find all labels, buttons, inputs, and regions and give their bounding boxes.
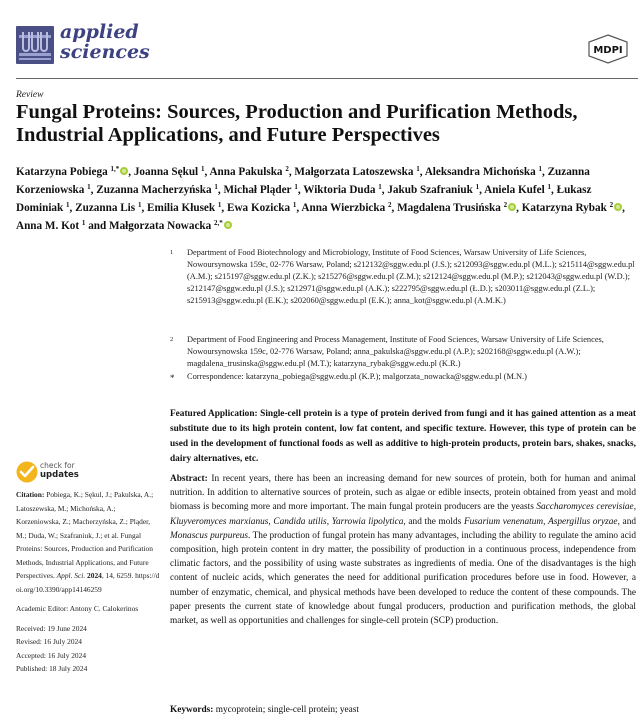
date-revised [16,635,160,649]
academic-editor [16,602,160,616]
author-name: Anna Wierzbicka [301,202,389,214]
journal-name-line2: sciences [60,41,150,63]
featured-application-label: Featured Application: [170,409,258,419]
affiliation-1 [170,247,636,307]
author-affiliation-marker: 1 [292,201,297,209]
check-for-updates-line2: updates [40,470,79,480]
author-affiliation-marker: 2 [388,201,392,209]
author-name: Jakub Szafraniuk [387,184,476,196]
publisher-name: MDPI [593,45,623,56]
academic-editor-name: Antony C. Calokerinos [69,604,139,613]
author-name: Joanna Sękul [133,166,201,178]
author-name: Katarzyna Rybak [521,202,610,214]
date-published [16,662,160,676]
date-accepted [16,649,160,663]
date-value: 16 July 2024 [47,650,87,660]
author-name: Aleksandra Michońska [424,166,539,178]
author-name: Magdalena Trusińska [397,202,504,214]
separator: , and [617,516,636,527]
species-name: Fusarium venenatum [463,516,544,527]
author-affiliation-marker: 2,* [214,219,223,227]
author-affiliation-marker: 1 [87,183,91,191]
orcid-icon[interactable] [224,221,232,229]
date-label: Accepted: [16,650,46,660]
author-affiliation-marker: 1 [217,201,222,209]
separator: , and the molds [403,516,464,527]
species-name: Yarrowia lipolytica [331,516,404,527]
affiliation-number: 1 [170,249,174,256]
correspondence-marker: * [170,373,175,383]
separator: , [326,516,332,527]
separator: , [633,502,637,513]
author-affiliation-marker: 1 [214,183,218,191]
title-line2: Industrial Applications, and Future Perspectives [16,124,440,146]
abstract-label: Abstract: [170,474,208,484]
date-received [16,622,160,636]
species-name: Aspergillus oryzae [548,516,618,527]
keywords-label: Keywords: [170,705,214,715]
author-name: Małgorzata Latoszewska [294,166,417,178]
author-name: Łukasz Dominiak [16,184,592,214]
author-name: Ewa Kozicka [227,202,293,214]
featured-application [170,407,636,467]
affiliation-text: Department of Food Biotechnology and Microbiology, Institute of Food Sciences, Warsaw University of Life Sciences, Nowoursynowska 159c, 02-776 Warsaw, Poland; s212132@sggw.edu.pl (J.S.); s212093@sggw.edu.pl (M.L.); s215114@sggw.edu.pl (A.M.); s215197@sggw.edu.pl (Z.K.); s215276@sggw.edu.pl (Z.M.); s212124@sggw.edu.pl (M.P.); s212043@sggw.edu.pl (W.D.); s212147@sggw.edu.pl (J.S.); s212971@sggw.edu.pl (A.K.); s222795@sggw.edu.pl (Ł.D.); s203011@sggw.edu.pl (Z.L.); s215913@sggw.edu.pl (E.K.); s202060@sggw.edu.pl (E.K.); anna_kot@sggw.edu.pl (A.M.K.) [187,248,635,305]
author-affiliation-marker: 1,* [110,165,120,173]
author-list: Katarzyna Pobiega $^{1,*}$ , Joanna Sękul $^1$, Anna Pakulska $^2$, Małgorzata Latoszewska $^1$, Aleksandra Michońska $^1$, Zuzanna Korzeniowska $^1$, Zuzanna Macherzyńska $^1$, Michał Pląder $^1$, Wiktoria Duda $^1$, Jakub Szafraniuk $^1$, Aniela Kufel $^1$, Łukasz Dominiak $^1$, Zuzanna Lis $^1$, Emilia Kłusek $^1$, Ewa Kozicka $^1$, Anna Wierzbicka $^2$, Magdalena Trusińska $^2$ , Katarzyna Rybak $^2$ , Anna M. Kot $^1$ and Małgorzata Nowacka $^{2,*}$ [16,165,625,232]
abstract-text-part2: . The production of fungal protein has many advantages, including the ability to regulate the amino acid composition, high protein content in dry matter, the possibility of production in a continuous process, independence from climatic factors, and the possibility of using waste substrates as ingredients of media. One of the disadvantages is the high content of nucleic acids, which generates the need for additional purification procedures before use in food. However, a number of enzymatic, chemical, and physical methods have been developed to reduce the content of these compounds. The paper presents the current state of knowledge about fungal producers, production and purification methods, the global market, as well as opportunities and challenges for single-cell protein (SCP) production. [170,530,636,627]
abstract-text-part1: In recent years, there has been an increasing demand for new sources of protein, both for human and animal nutrition. In addition to alternative sources of protein, such as algae or edible insects, protein obtained from yeast and mold biomass is becoming more and more important. The main fungal protein producers are the yeasts [170,474,636,513]
author-name: Zuzanna Korzeniowska [16,166,590,196]
author-name: Aniela Kufel [484,184,548,196]
publication-dates [16,622,160,676]
check-for-updates-button[interactable] [16,461,160,483]
orcid-icon[interactable] [508,203,516,211]
author-affiliation-marker: 1 [378,183,382,191]
author-name: Anna Pakulska [209,166,286,178]
date-label: Revised: [16,637,42,646]
citation-label: Citation: [16,490,45,499]
author-affiliation-marker: 1 [416,165,420,173]
author-affiliation-marker: 1 [137,201,142,209]
citation-doi-link[interactable]: https://doi.org/10.3390/app14146259 [16,571,160,594]
correspondence [170,371,636,383]
article-type: Review [16,90,44,100]
author-name: Zuzanna Macherzyńska [96,184,215,196]
correspondence-text: Correspondence: katarzyna_pobiega@sggw.edu.pl (K.P.); malgorzata_nowacka@sggw.edu.pl (M.N.) [187,372,527,381]
author-affiliation-marker: 1 [547,183,552,191]
citation [16,488,160,596]
journal-header [16,21,636,78]
test-tubes-icon [16,26,54,64]
author-affiliation-marker: 1 [66,201,70,209]
check-for-updates-line1: check for [40,461,75,470]
abstract [170,472,636,628]
species-name: Monascus purpureus [170,530,249,541]
author-name: Zuzanna Lis [75,202,138,214]
author-affiliation-marker: 2 [503,201,508,209]
author-affiliation-marker: 2 [285,165,289,173]
author-affiliation-marker: 1 [294,183,298,191]
orcid-icon[interactable] [614,203,622,211]
author-affiliation-marker: 1 [200,165,205,173]
author-name: Emilia Kłusek [147,202,218,214]
author-name: Anna M. Kot [16,220,82,232]
author-name: Michał Pląder [223,184,295,196]
article-title [16,101,636,147]
affiliation-text: Department of Food Engineering and Process Management, Institute of Food Sciences, Warsaw University of Life Sciences, Nowoursynowska 159c, 02-776 Warsaw, Poland; anna_pakulska@sggw.edu.pl (A.P.); s202168@sggw.edu.pl (A.W.); magdalena_trusinska@sggw.edu.pl (M.T.); katarzyna_rybak@sggw.edu.pl (K.R.) [187,335,604,368]
separator: , [543,516,549,527]
author-name: Małgorzata Nowacka [109,220,215,232]
date-value: 19 June 2024 [47,623,87,633]
date-label: Published: [16,664,48,673]
citation-journal: Appl. Sci. [56,571,86,580]
orcid-icon[interactable] [120,167,128,175]
date-value: 18 July 2024 [49,664,88,673]
header-divider [16,78,638,79]
featured-application-text: Single-cell protein is a type of protein derived from fungi and it has gained attention as a meat substitute due to its high protein content, low fat content, and specific texture. However, this type of protein can be used in the development of functional foods as well as additive to high-protein products, protein bars, shakes, snacks, dairy alternatives, etc. [170,409,636,464]
species-name: Saccharomyces cerevisiae [536,502,634,513]
mdpi-logo [586,34,630,64]
citation-text: Pobiega, K.; Sękul, J.; Pakulska, A.; Latoszewska, M.; Michońska, A.; Korzeniowska, Z.; Macherzyńska, Z.; Pląder, M.; Duda, W.; Szafraniuk, J.; et al. Fungal Proteins: Sources, Production and Purification Methods, Industrial Applications, and Future Perspectives. [16,490,154,580]
keywords-text: mycoprotein; single-cell protein; yeast [215,705,360,715]
affiliation-2 [170,334,636,370]
affiliation-number: 2 [170,336,174,343]
separator: , [268,516,274,527]
article-sidebar [16,461,160,682]
journal-name-line1: applied [60,21,139,43]
species-name: Candida utilis [273,516,327,527]
academic-editor-label: Academic Editor: [16,604,69,613]
author-name: Wiktoria Duda [303,184,379,196]
journal-name [60,22,150,62]
citation-volume: , 14, 6259. [101,571,134,580]
date-label: Received: [16,623,46,633]
title-line1: Fungal Proteins: Sources, Production and Purification Methods, [16,101,578,123]
author-affiliation-marker: 2 [609,201,614,209]
date-value: 16 July 2024 [43,637,82,646]
checkmark-badge-icon [16,461,38,483]
citation-year: 2024 [87,571,102,580]
author-affiliation-marker: 1 [538,165,542,173]
author-affiliation-marker: 1 [475,183,480,191]
species-name: Kluyveromyces marxianus [170,516,269,527]
author-affiliation-marker: 1 [81,219,86,227]
keywords [170,705,636,715]
author-name: Katarzyna Pobiega [16,166,111,178]
